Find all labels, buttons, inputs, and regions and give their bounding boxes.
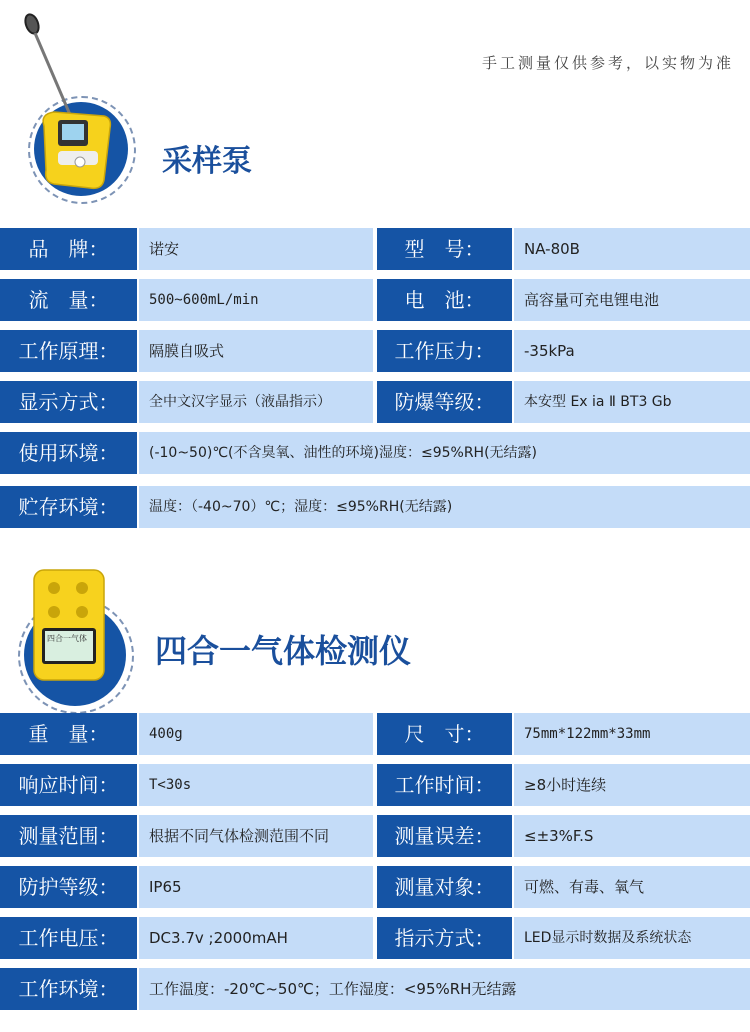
spec-value: 500~600mL/min xyxy=(139,279,373,321)
disclaimer-note: 手工测量仅供参考，以实物为准 xyxy=(481,54,734,72)
spec-value: 根据不同气体检测范围不同 xyxy=(139,815,373,857)
spec-label: 防护等级： xyxy=(0,866,137,908)
spec-row xyxy=(0,486,750,528)
spec-label: 指示方式： xyxy=(377,917,512,959)
pump-section-header xyxy=(0,0,750,230)
spec-row xyxy=(0,713,750,755)
spec-label: 工作电压： xyxy=(0,917,137,959)
spec-value: DC3.7v ;2000mAH xyxy=(139,917,373,959)
detector-section-title: 四合一气体检测仪 xyxy=(155,632,412,670)
spec-label: 使用环境： xyxy=(0,432,137,474)
spec-row xyxy=(0,764,750,806)
spec-label: 测量对象： xyxy=(377,866,512,908)
spec-row xyxy=(0,279,750,321)
spec-value: (-10~50)℃(不含臭氧、油性的环境)湿度：≤95%RH(无结露) xyxy=(139,432,750,474)
gas-detector-image xyxy=(30,566,110,684)
spec-value: 诺安 xyxy=(139,228,373,270)
spec-label: 重 量： xyxy=(0,713,137,755)
spec-label: 工作原理： xyxy=(0,330,137,372)
spec-label: 显示方式： xyxy=(0,381,137,423)
spec-label: 测量范围： xyxy=(0,815,137,857)
spec-value: 温度：（-40~70）℃；湿度：≤95%RH(无结露) xyxy=(139,486,750,528)
spec-label: 工作压力： xyxy=(377,330,512,372)
spec-value: T<30s xyxy=(139,764,373,806)
spec-label: 防爆等级： xyxy=(377,381,512,423)
spec-value: LED显示时数据及系统状态 xyxy=(514,917,750,959)
spec-label: 测量误差： xyxy=(377,815,512,857)
spec-value: 高容量可充电锂电池 xyxy=(514,279,750,321)
spec-value: 400g xyxy=(139,713,373,755)
spec-label: 工作环境： xyxy=(0,968,137,1010)
spec-label: 型 号： xyxy=(377,228,512,270)
spec-row xyxy=(0,432,750,474)
spec-value: 工作温度：-20℃~50℃；工作湿度：<95%RH无结露 xyxy=(139,968,750,1010)
spec-row xyxy=(0,815,750,857)
spec-row xyxy=(0,968,750,1010)
spec-value: 可燃、有毒、氧气 xyxy=(514,866,750,908)
spec-row xyxy=(0,866,750,908)
spec-value: 全中文汉字显示（液晶指示） xyxy=(139,381,373,423)
sampling-pump-image xyxy=(18,6,128,196)
spec-label: 工作时间： xyxy=(377,764,512,806)
spec-value: 隔膜自吸式 xyxy=(139,330,373,372)
spec-label: 尺 寸： xyxy=(377,713,512,755)
spec-value: IP65 xyxy=(139,866,373,908)
pump-section-title: 采样泵 xyxy=(162,144,252,179)
spec-value: 75mm*122mm*33mm xyxy=(514,713,750,755)
spec-row xyxy=(0,381,750,423)
detector-section-header xyxy=(0,550,750,710)
spec-value: -35kPa xyxy=(514,330,750,372)
spec-value: ≤±3%F.S xyxy=(514,815,750,857)
spec-value: 本安型 Ex ia Ⅱ BT3 Gb xyxy=(514,381,750,423)
spec-row xyxy=(0,228,750,270)
spec-value: NA-80B xyxy=(514,228,750,270)
spec-value: ≥8小时连续 xyxy=(514,764,750,806)
spec-label: 电 池： xyxy=(377,279,512,321)
device-screen-text: 四合一气体 xyxy=(47,634,87,643)
spec-row xyxy=(0,330,750,372)
spec-row xyxy=(0,917,750,959)
spec-label: 品 牌： xyxy=(0,228,137,270)
spec-label: 响应时间： xyxy=(0,764,137,806)
spec-label: 贮存环境： xyxy=(0,486,137,528)
spec-label: 流 量： xyxy=(0,279,137,321)
